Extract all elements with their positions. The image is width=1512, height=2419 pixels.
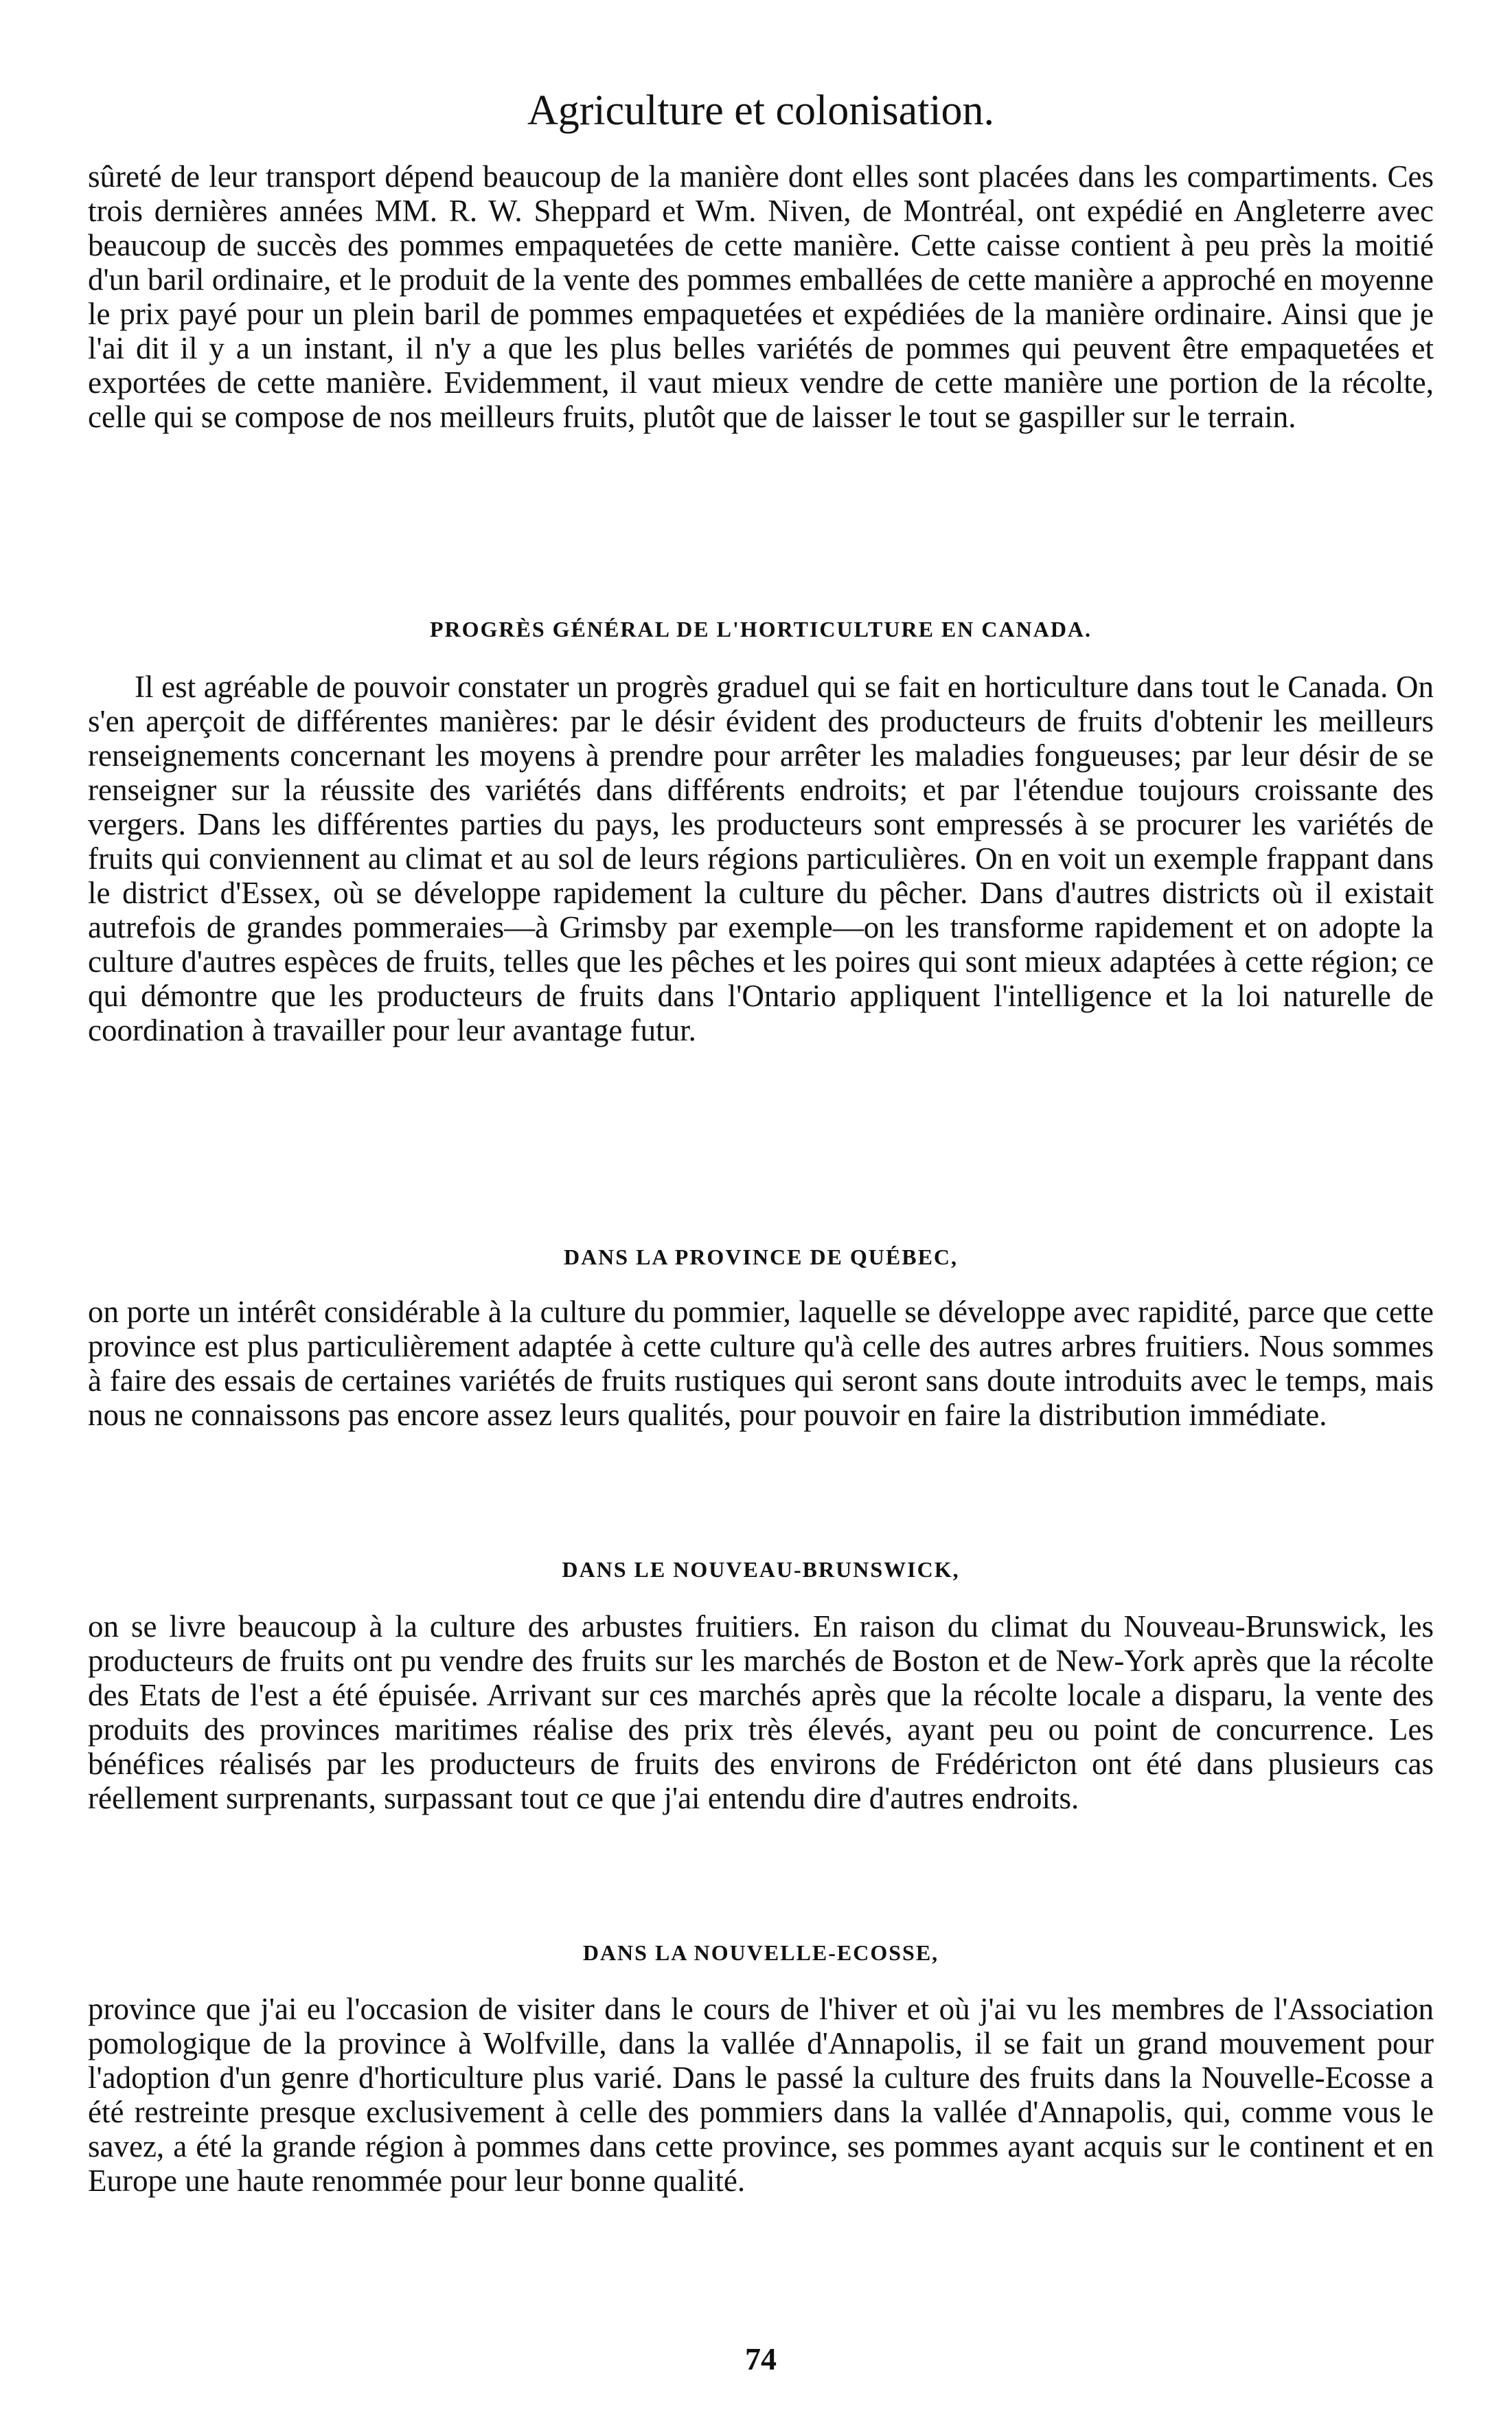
quebec-paragraph: on porte un intérêt considérable à la culture du pommier, laquelle se développe avec rapidité, parce que cette province est plus particulièrement adaptée à cette culture qu'à celle des autres arbres fruitiers. Nous sommes à faire des essais de certaines variétés de fruits rustiques qui seront sans doute introduits avec le temps, mais nous ne connaissons pas encore assez leurs qualités, pour pouvoir en faire la distribution immédiate.: [88, 1295, 1434, 1432]
nova-scotia-paragraph: province que j'ai eu l'occasion de visiter dans le cours de l'hiver et où j'ai vu les membres de l'Association pomologique de la province à Wolfville, dans la vallée d'Annapolis, il se fait un grand mouvement pour l'adoption d'un genre d'horticulture plus varié. Dans le passé la culture des fruits dans la Nouvelle-Ecosse a été restreinte presque exclusivement à celle des pommiers dans la vallée d'Annapolis, qui, comme vous le savez, a été la grande région à pommes dans cette province, ses pommes ayant acquis sur le continent et en Europe une haute renommée pour leur bonne qualité.: [88, 1992, 1434, 2198]
document-page: [88, 0, 1434, 2419]
canada-paragraph: Il est agréable de pouvoir constater un progrès graduel qui se fait en horticulture dans tout le Canada. On s'en aperçoit de différentes manières: par le désir évident des producteurs de fruits d'obtenir les meilleurs renseignements concernant les moyens à prendre pour arrêter les maladies fongueuses; par leur désir de se renseigner sur la réussite des variétés dans différents endroits; et par l'étendue toujours croissante des vergers. Dans les différentes parties du pays, les producteurs sont empressés à se procurer les variétés de fruits qui conviennent au climat et au sol de leurs régions particulières. On en voit un exemple frappant dans le district d'Essex, où se développe rapidement la culture du pêcher. Dans d'autres districts où il existait autrefois de grandes pommeraies—à Grimsby par exemple—on les transforme rapidement et on adopte la culture d'autres espèces de fruits, telles que les pêches et les poires qui sont mieux adaptées à cette région; ce qui démontre que les producteurs de fruits dans l'Ontario appliquent l'intelligence et la loi naturelle de coordination à travailler pour leur avantage futur.: [88, 670, 1434, 1047]
page-number: 74: [745, 2341, 777, 2376]
canada-block: [88, 670, 1434, 1047]
quebec-block: [88, 1295, 1434, 1432]
new-brunswick-block: [88, 1609, 1434, 1815]
continuation-paragraph: sûreté de leur transport dépend beaucoup de la manière dont elles sont placées dans les compartiments. Ces trois dernières années MM. R. W. Sheppard et Wm. Niven, de Montréal, ont expédié en Angleterre avec beaucoup de succès des pommes empaquetées de cette manière. Cette caisse contient à peu près la moitié d'un baril ordinaire, et le produit de la vente des pommes emballées de cette manière a approché en moyenne le prix payé pour un plein baril de pommes empaquetées et expédiées de la manière ordinaire. Ainsi que je l'ai dit il y a un instant, il n'y a que les plus belles variétés de pommes qui peuvent être empaquetées et exportées de cette manière. Evidemment, il vaut mieux vendre de cette manière une portion de la récolte, celle qui se compose de nos meilleurs fruits, plutôt que de laisser le tout se gaspiller sur le terrain.: [88, 159, 1434, 434]
section-heading-new-brunswick: DANS LE NOUVEAU-BRUNSWICK,: [562, 1557, 960, 1582]
section-heading-quebec: DANS LA PROVINCE DE QUÉBEC,: [563, 1245, 959, 1269]
running-head: Agriculture et colonisation.: [527, 87, 995, 134]
nova-scotia-block: [88, 1992, 1434, 2198]
continuation-block: [88, 159, 1434, 434]
section-heading-canada: PROGRÈS GÉNÉRAL DE L'HORTICULTURE EN CANADA.: [429, 617, 1092, 641]
new-brunswick-paragraph: on se livre beaucoup à la culture des arbustes fruitiers. En raison du climat du Nouveau-Brunswick, les producteurs de fruits ont pu vendre des fruits sur les marchés de Boston et de New-York après que la récolte des Etats de l'est a été épuisée. Arrivant sur ces marchés après que la récolte locale a disparu, la vente des produits des provinces maritimes réalise des prix très élevés, ayant peu ou point de concurrence. Les bénéfices réalisés par les producteurs de fruits des environs de Frédéricton ont été dans plusieurs cas réellement surprenants, surpassant tout ce que j'ai entendu dire d'autres endroits.: [88, 1609, 1434, 1815]
section-heading-nova-scotia: DANS LA NOUVELLE-ECOSSE,: [582, 1940, 939, 1965]
